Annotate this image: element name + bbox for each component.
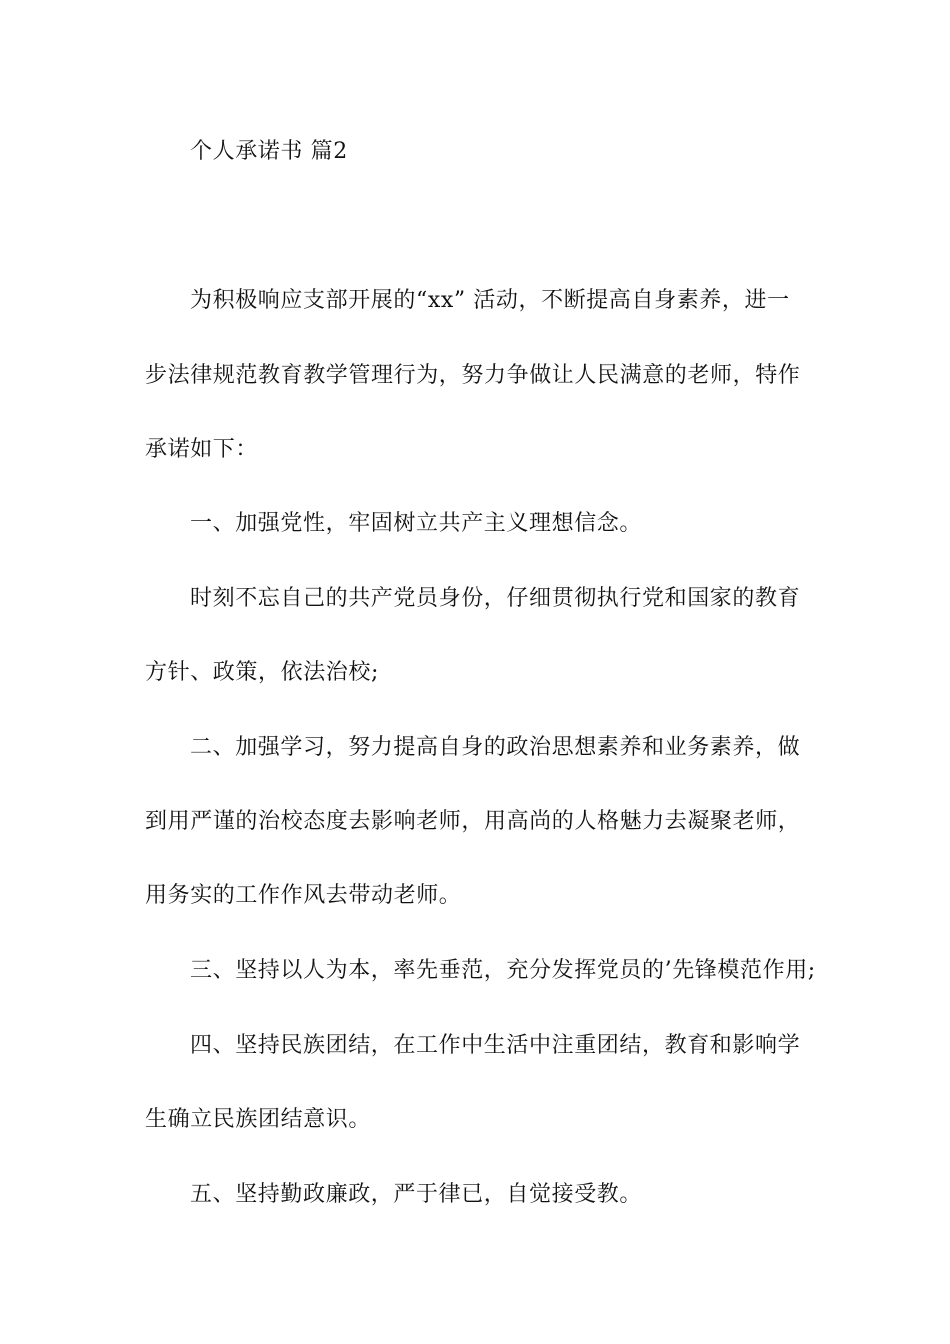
document-title: 个人承诺书 篇2 xyxy=(190,139,348,164)
paragraph-line: 时刻不忘自己的共产党员身份，仔细贯彻执行党和国家的教育 xyxy=(190,586,801,611)
paragraph-line: 方针、政策，依法治校; xyxy=(145,660,380,685)
section-heading-3: 三、坚持以人为本，率先垂范，充分发挥党员的’先锋模范作用; xyxy=(190,958,816,983)
paragraph-line: 步法律规范教育教学管理行为，努力争做让人民满意的老师，特作 xyxy=(145,363,801,388)
section-heading-4: 四、坚持民族团结，在工作中生活中注重团结，教育和影响学 xyxy=(190,1033,801,1058)
paragraph-line: 为积极响应支部开展的“xx” 活动，不断提高自身素养，进一 xyxy=(190,288,790,313)
paragraph-line: 用务实的工作作风去带动老师。 xyxy=(145,883,462,908)
section-heading-2: 二、加强学习，努力提高自身的政治思想素养和业务素养，做 xyxy=(190,735,801,760)
section-heading-1: 一、加强党性，牢固树立共产主义理想信念。 xyxy=(190,511,643,536)
paragraph-line: 生确立民族团结意识。 xyxy=(145,1107,372,1132)
paragraph-line: 承诺如下： xyxy=(145,437,259,462)
paragraph-line: 到用严谨的治校态度去影响老师，用高尚的人格魅力去凝聚老师， xyxy=(145,809,801,834)
section-heading-5: 五、坚持勤政廉政，严于律已，自觉接受教。 xyxy=(190,1182,643,1207)
